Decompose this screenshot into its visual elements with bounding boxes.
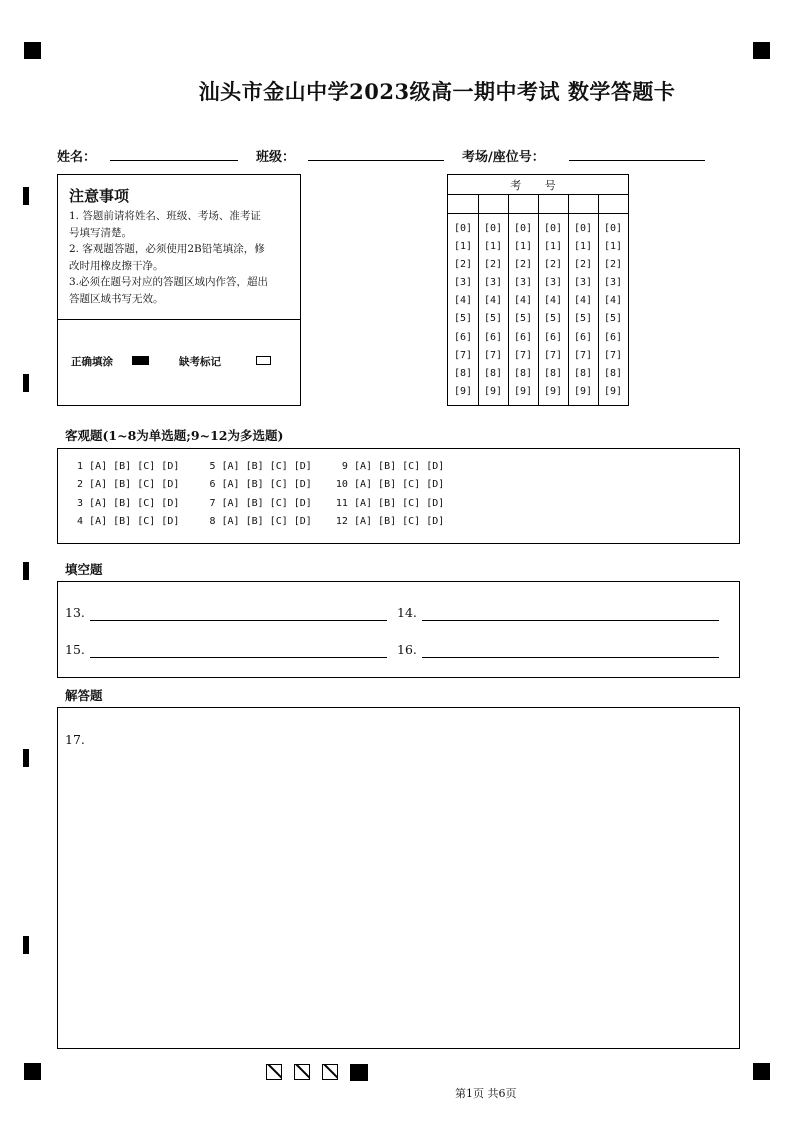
exam-digit-bubble[interactable]: [2] — [513, 259, 533, 271]
exam-digit-bubble[interactable]: [9] — [483, 385, 503, 397]
exam-number-write-cell[interactable] — [448, 195, 478, 213]
exam-digit-bubble[interactable]: [1] — [543, 241, 563, 253]
notice-line: 2. 客观题答题，必须使用2B铅笔填涂，修 — [69, 243, 265, 255]
exam-digit-bubble[interactable]: [2] — [453, 259, 473, 271]
exam-digit-bubble[interactable]: [0] — [483, 223, 503, 234]
exam-digit-bubble[interactable]: [1] — [483, 241, 503, 253]
question-15-answer-line[interactable] — [90, 657, 387, 658]
timing-mark — [23, 749, 29, 767]
timing-mark — [23, 374, 29, 392]
exam-digit-bubble[interactable]: [7] — [573, 349, 593, 361]
notice-line: 号填写清楚。 — [69, 226, 132, 239]
exam-digit-bubble[interactable]: [2] — [603, 259, 623, 271]
exam-digit-bubble[interactable]: [6] — [603, 331, 623, 343]
corner-mark-bottom-right — [753, 1063, 770, 1080]
exam-number-write-cell[interactable] — [598, 195, 628, 213]
timing-mark — [23, 562, 29, 580]
exam-digit-bubble[interactable]: [7] — [483, 349, 503, 361]
notice-line: 改时用橡皮擦干净。 — [69, 259, 164, 272]
exam-digit-bubble[interactable]: [3] — [513, 277, 533, 289]
notice-line: 3.必须在题号对应的答题区域内作答，超出 — [69, 276, 269, 288]
exam-digit-bubble[interactable]: [5] — [453, 313, 473, 325]
exam-digit-bubble[interactable]: [1] — [453, 241, 473, 253]
exam-digit-bubble[interactable]: [6] — [513, 331, 533, 343]
class-field[interactable] — [308, 160, 444, 161]
exam-digit-bubble[interactable]: [5] — [543, 313, 563, 325]
question-17-number: 17. — [65, 732, 85, 747]
class-label: 班级： — [256, 150, 296, 165]
mc-row[interactable]: 1 [A] [B] [C] [D] 5 [A] [B] [C] [D] 9 [A] [B] [C] [D] — [71, 461, 445, 472]
exam-number-column — [598, 220, 628, 401]
notice-line: 答题区域书写无效。 — [69, 292, 164, 305]
exam-digit-bubble[interactable]: [0] — [453, 223, 473, 234]
exam-digit-bubble[interactable]: [3] — [453, 277, 473, 289]
exam-digit-bubble[interactable]: [3] — [603, 277, 623, 289]
question-14-number: 14. — [397, 605, 417, 620]
exam-digit-bubble[interactable]: [4] — [483, 295, 503, 307]
exam-digit-bubble[interactable]: [4] — [543, 295, 563, 307]
timing-mark — [23, 936, 29, 954]
name-label: 姓名： — [57, 150, 97, 165]
exam-number-grid — [447, 174, 629, 406]
crossed-box-icon — [322, 1064, 338, 1080]
exam-digit-bubble[interactable]: [1] — [603, 241, 623, 253]
corner-mark-top-right — [753, 42, 770, 59]
absent-mark-checkbox[interactable] — [256, 356, 271, 365]
exam-digit-bubble[interactable]: [0] — [513, 223, 533, 234]
exam-number-write-cell[interactable] — [478, 195, 508, 213]
exam-digit-bubble[interactable]: [6] — [573, 331, 593, 343]
question-16-number: 16. — [397, 642, 417, 657]
exam-digit-bubble[interactable]: [9] — [603, 385, 623, 397]
exam-digit-bubble[interactable]: [9] — [573, 385, 593, 397]
fill-blank-box — [57, 581, 740, 678]
mc-row[interactable]: 4 [A] [B] [C] [D] 8 [A] [B] [C] [D] 12 [A] [B] [C] [D] — [71, 516, 445, 527]
exam-digit-bubble[interactable]: [5] — [573, 313, 593, 325]
exam-number-header: 考 号 — [510, 179, 566, 192]
exam-digit-bubble[interactable]: [8] — [453, 367, 473, 379]
exam-number-column — [478, 220, 508, 401]
question-15-number: 15. — [65, 642, 85, 657]
exam-number-write-cell[interactable] — [568, 195, 598, 213]
crossed-box-icon — [266, 1064, 282, 1080]
exam-digit-bubble[interactable]: [1] — [573, 241, 593, 253]
objective-answer-box — [57, 448, 740, 544]
page-number: 第1页 共6页 — [455, 1087, 517, 1100]
exam-digit-bubble[interactable]: [2] — [483, 259, 503, 271]
notice-title: 注意事项 — [69, 187, 130, 205]
exam-digit-bubble[interactable]: [3] — [543, 277, 563, 289]
corner-mark-top-left — [24, 42, 41, 59]
exam-digit-bubble[interactable]: [5] — [513, 313, 533, 325]
exam-digit-bubble[interactable]: [4] — [603, 295, 623, 307]
exam-digit-bubble[interactable]: [6] — [483, 331, 503, 343]
objective-section-label: 客观题(1~8为单选题;9~12为多选题) — [65, 428, 284, 443]
seat-field[interactable] — [569, 160, 705, 161]
exam-digit-bubble[interactable]: [7] — [603, 349, 623, 361]
exam-digit-bubble[interactable]: [4] — [573, 295, 593, 307]
question-14-answer-line[interactable] — [422, 620, 719, 621]
exam-digit-bubble[interactable]: [4] — [513, 295, 533, 307]
seat-label: 考场/座位号： — [462, 150, 545, 165]
exam-digit-bubble[interactable]: [3] — [483, 277, 503, 289]
exam-digit-bubble[interactable]: [8] — [603, 367, 623, 379]
exam-digit-bubble[interactable]: [8] — [513, 367, 533, 379]
solution-section-label: 解答题 — [65, 688, 103, 703]
exam-digit-bubble[interactable]: [0] — [603, 223, 623, 234]
exam-digit-bubble[interactable]: [7] — [453, 349, 473, 361]
question-16-answer-line[interactable] — [422, 657, 719, 658]
mc-row[interactable]: 2 [A] [B] [C] [D] 6 [A] [B] [C] [D] 10 [A] [B] [C] [D] — [71, 479, 445, 490]
exam-digit-bubble[interactable]: [9] — [543, 385, 563, 397]
exam-digit-bubble[interactable]: [8] — [543, 367, 563, 379]
corner-mark-bottom-left — [24, 1063, 41, 1080]
page-title: 汕头市金山中学2023级高一期中考试 数学答题卡 — [198, 79, 676, 104]
exam-digit-bubble[interactable]: [7] — [513, 349, 533, 361]
exam-digit-bubble[interactable]: [0] — [573, 223, 593, 234]
solution-answer-area[interactable] — [57, 707, 740, 1049]
exam-digit-bubble[interactable]: [2] — [543, 259, 563, 271]
divider — [58, 319, 300, 320]
exam-number-column — [448, 220, 478, 401]
mc-row[interactable]: 3 [A] [B] [C] [D] 7 [A] [B] [C] [D] 11 [A] [B] [C] [D] — [71, 498, 445, 509]
absent-mark-label: 缺考标记 — [179, 356, 221, 368]
filled-box-icon — [350, 1064, 368, 1081]
exam-digit-bubble[interactable]: [5] — [603, 313, 623, 325]
exam-digit-bubble[interactable]: [2] — [573, 259, 593, 271]
fill-blank-section-label: 填空题 — [65, 562, 103, 577]
correct-fill-sample — [132, 356, 149, 365]
exam-number-column — [568, 220, 598, 401]
exam-number-write-cell[interactable] — [508, 195, 538, 213]
exam-digit-bubble[interactable]: [7] — [543, 349, 563, 361]
exam-number-column — [508, 220, 538, 401]
notice-box — [57, 174, 301, 406]
correct-fill-label: 正确填涂 — [71, 356, 113, 368]
exam-digit-bubble[interactable]: [9] — [453, 385, 473, 397]
exam-digit-bubble[interactable]: [6] — [453, 331, 473, 343]
notice-text — [69, 208, 297, 307]
question-13-answer-line[interactable] — [90, 620, 387, 621]
exam-digit-bubble[interactable]: [3] — [573, 277, 593, 289]
crossed-box-icon — [294, 1064, 310, 1080]
exam-number-column — [538, 220, 568, 401]
timing-mark — [23, 187, 29, 205]
exam-digit-bubble[interactable]: [6] — [543, 331, 563, 343]
exam-digit-bubble[interactable]: [1] — [513, 241, 533, 253]
exam-digit-bubble[interactable]: [9] — [513, 385, 533, 397]
exam-digit-bubble[interactable]: [5] — [483, 313, 503, 325]
exam-digit-bubble[interactable]: [8] — [573, 367, 593, 379]
name-field[interactable] — [110, 160, 238, 161]
notice-line: 1. 答题前请将姓名、班级、考场、准考证 — [69, 210, 261, 222]
question-13-number: 13. — [65, 605, 85, 620]
exam-digit-bubble[interactable]: [0] — [543, 223, 563, 234]
exam-digit-bubble[interactable]: [4] — [453, 295, 473, 307]
exam-digit-bubble[interactable]: [8] — [483, 367, 503, 379]
exam-number-write-cell[interactable] — [538, 195, 568, 213]
